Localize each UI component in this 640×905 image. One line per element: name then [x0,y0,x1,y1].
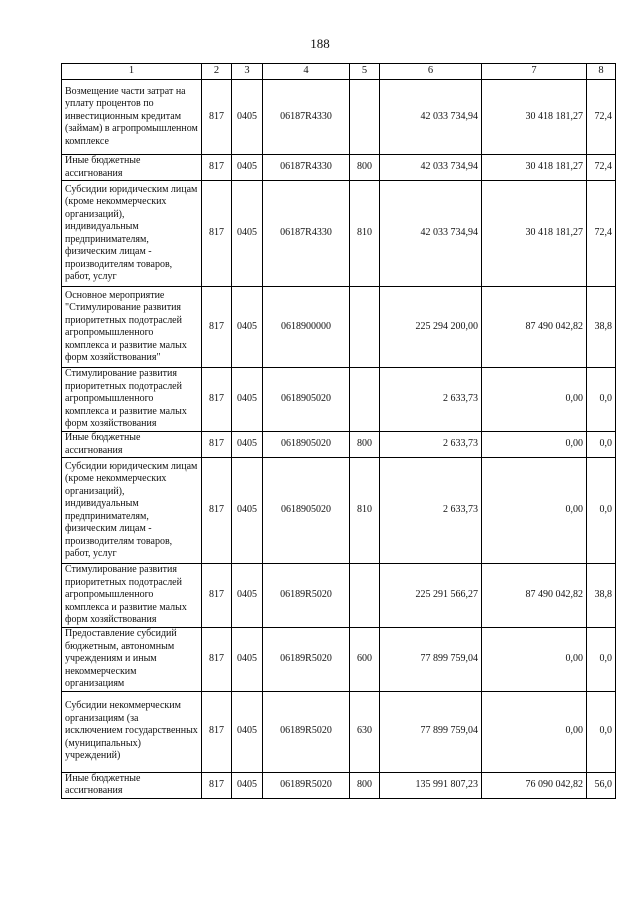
row-section-code: 0405 [232,432,263,458]
table-row [62,628,616,692]
header-row [62,64,616,80]
table-row [62,772,616,798]
row-target-code: 06187R4330 [263,181,350,287]
row-actual-amount: 87 490 042,82 [482,287,587,368]
row-planned-amount: 225 294 200,00 [380,287,482,368]
row-percent: 0,0 [587,691,616,772]
row-actual-amount: 87 490 042,82 [482,564,587,628]
row-section-code: 0405 [232,80,263,155]
row-admin-code: 817 [202,181,232,287]
row-name: Предоставление субсидий бюджетным, автономным учреждениям и иным некоммерческим организациям [62,628,202,692]
row-name: Иные бюджетные ассигнования [62,772,202,798]
row-planned-amount: 42 033 734,94 [380,80,482,155]
row-planned-amount: 77 899 759,04 [380,691,482,772]
row-name: Стимулирование развития приоритетных подотраслей агропромышленного комплекса и развитие малых форм хозяйствования [62,564,202,628]
row-target-code: 06189R5020 [263,691,350,772]
column-header: 3 [232,64,263,80]
row-admin-code: 817 [202,368,232,432]
row-actual-amount: 0,00 [482,432,587,458]
row-planned-amount: 2 633,73 [380,432,482,458]
table-row [62,691,616,772]
row-admin-code: 817 [202,564,232,628]
row-target-code: 06189R5020 [263,564,350,628]
row-name: Стимулирование развития приоритетных подотраслей агропромышленного комплекса и развитие малых форм хозяйствования [62,368,202,432]
column-header: 2 [202,64,232,80]
row-target-code: 0618900000 [263,287,350,368]
column-header: 1 [62,64,202,80]
row-admin-code: 817 [202,772,232,798]
row-section-code: 0405 [232,458,263,564]
row-actual-amount: 0,00 [482,628,587,692]
column-header: 5 [350,64,380,80]
row-actual-amount: 30 418 181,27 [482,181,587,287]
row-section-code: 0405 [232,368,263,432]
row-percent: 72,4 [587,181,616,287]
row-planned-amount: 77 899 759,04 [380,628,482,692]
table-row [62,432,616,458]
row-target-code: 0618905020 [263,432,350,458]
column-header: 6 [380,64,482,80]
row-expense-type [350,368,380,432]
row-actual-amount: 76 090 042,82 [482,772,587,798]
row-actual-amount: 30 418 181,27 [482,155,587,181]
row-percent: 38,8 [587,287,616,368]
row-target-code: 0618905020 [263,458,350,564]
row-actual-amount: 0,00 [482,691,587,772]
column-header: 4 [263,64,350,80]
row-section-code: 0405 [232,155,263,181]
row-planned-amount: 2 633,73 [380,458,482,564]
row-expense-type: 800 [350,432,380,458]
row-target-code: 06187R4330 [263,155,350,181]
row-expense-type [350,80,380,155]
row-planned-amount: 42 033 734,94 [380,181,482,287]
row-expense-type [350,564,380,628]
row-expense-type: 800 [350,772,380,798]
row-actual-amount: 0,00 [482,368,587,432]
row-percent: 0,0 [587,368,616,432]
row-target-code: 06189R5020 [263,628,350,692]
row-percent: 0,0 [587,458,616,564]
row-name: Субсидии юридическим лицам (кроме некоммерческих организаций), индивидуальным предпринимателям, физическим лицам - производителям товаров, работ, услуг [62,181,202,287]
row-expense-type [350,287,380,368]
column-header: 7 [482,64,587,80]
row-admin-code: 817 [202,691,232,772]
row-planned-amount: 135 991 807,23 [380,772,482,798]
row-expense-type: 810 [350,458,380,564]
row-name: Иные бюджетные ассигнования [62,155,202,181]
table-row [62,181,616,287]
row-admin-code: 817 [202,628,232,692]
row-expense-type: 800 [350,155,380,181]
row-section-code: 0405 [232,564,263,628]
row-section-code: 0405 [232,287,263,368]
column-header: 8 [587,64,616,80]
row-planned-amount: 2 633,73 [380,368,482,432]
row-section-code: 0405 [232,181,263,287]
row-admin-code: 817 [202,287,232,368]
table-row [62,368,616,432]
row-actual-amount: 30 418 181,27 [482,80,587,155]
table-row [62,80,616,155]
row-percent: 72,4 [587,155,616,181]
row-expense-type: 600 [350,628,380,692]
row-section-code: 0405 [232,691,263,772]
row-section-code: 0405 [232,772,263,798]
row-percent: 38,8 [587,564,616,628]
table-row [62,564,616,628]
row-target-code: 06189R5020 [263,772,350,798]
row-section-code: 0405 [232,628,263,692]
row-name: Субсидии юридическим лицам (кроме некоммерческих организаций), индивидуальным предпринимателям, физическим лицам - производителям товаров, работ, услуг [62,458,202,564]
table-row [62,287,616,368]
table-row [62,155,616,181]
row-planned-amount: 42 033 734,94 [380,155,482,181]
row-name: Возмещение части затрат на уплату процентов по инвестиционным кредитам (займам) в агропромышленном комплексе [62,80,202,155]
row-target-code: 0618905020 [263,368,350,432]
row-admin-code: 817 [202,80,232,155]
row-admin-code: 817 [202,458,232,564]
table-row [62,458,616,564]
row-name: Основное мероприятие "Стимулирование развития приоритетных подотраслей агропромышленного комплекса и развитие малых форм хозяйствования" [62,287,202,368]
row-actual-amount: 0,00 [482,458,587,564]
row-expense-type: 630 [350,691,380,772]
row-percent: 0,0 [587,628,616,692]
row-percent: 56,0 [587,772,616,798]
row-name: Субсидии некоммерческим организациям (за исключением государственных (муниципальных) учреждений) [62,691,202,772]
row-percent: 0,0 [587,432,616,458]
row-admin-code: 817 [202,432,232,458]
row-planned-amount: 225 291 566,27 [380,564,482,628]
row-name: Иные бюджетные ассигнования [62,432,202,458]
row-percent: 72,4 [587,80,616,155]
row-admin-code: 817 [202,155,232,181]
page-number: 188 [310,36,330,51]
budget-table [61,63,616,799]
row-expense-type: 810 [350,181,380,287]
row-target-code: 06187R4330 [263,80,350,155]
